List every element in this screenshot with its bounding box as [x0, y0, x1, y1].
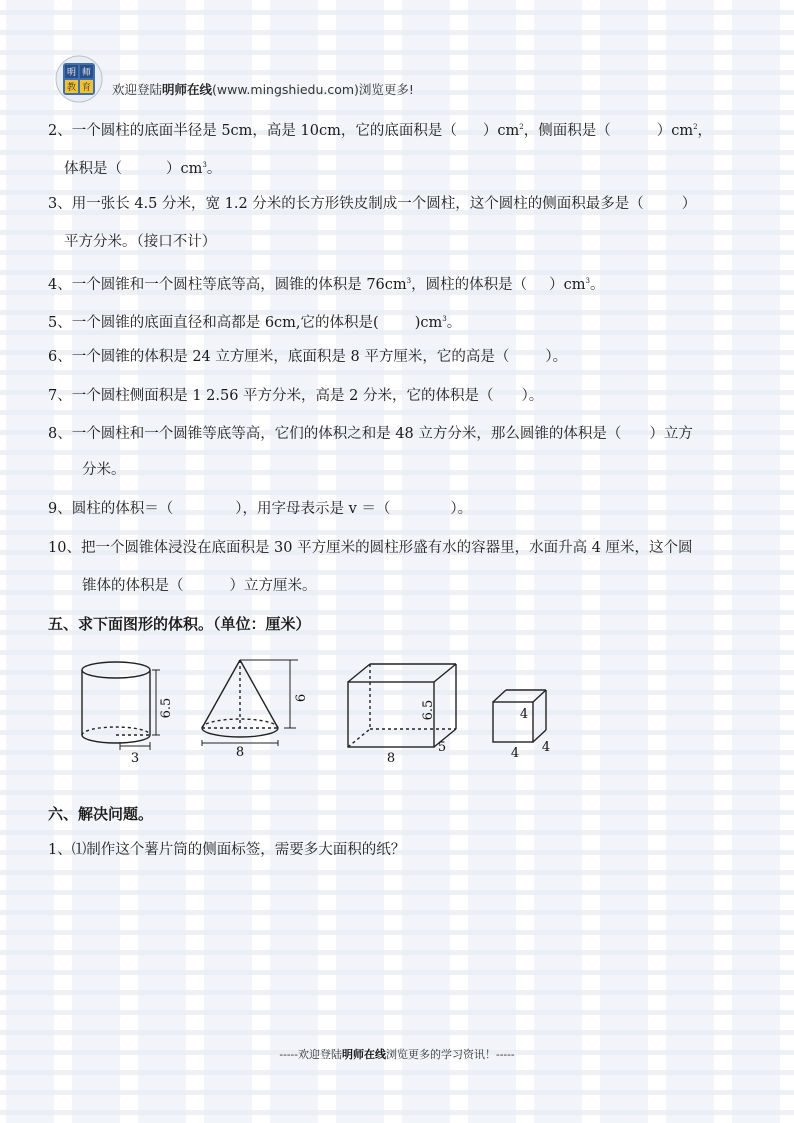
logo-char-3: 教: [66, 83, 77, 93]
q2-text-g: ）cm: [166, 161, 203, 177]
cone-diameter-label: 8: [235, 745, 245, 760]
section-6-title: 六、解决问题。: [48, 805, 154, 823]
question-9: [48, 499, 472, 519]
volume-figures: [78, 650, 568, 770]
header-prefix: 欢迎登陆: [112, 82, 163, 97]
q5-text-c: 。: [446, 315, 462, 331]
q2-sup-1: 2: [519, 123, 524, 131]
logo-char-2: 师: [81, 68, 92, 78]
cube-edge-label-b: 4: [510, 746, 520, 761]
q9-text-b: ），用字母表示是 v ＝（: [235, 501, 391, 517]
q2-sup-3: 3: [202, 161, 207, 169]
q8-text-b: ）立方: [649, 426, 693, 442]
q4-text-d: 。: [589, 277, 605, 293]
q6-text-a: 6、一个圆锥的体积是 24 立方厘米，底面积是 8 平方厘米，它的高是（: [48, 349, 510, 365]
page-footer: [0, 1046, 794, 1062]
footer-brand: 明师在线: [342, 1048, 386, 1061]
footer-prefix: -----欢迎登陆: [279, 1048, 342, 1061]
question-6: [48, 347, 567, 367]
q2-text-b: ）cm: [482, 123, 520, 139]
q5-text-b: )cm: [414, 315, 443, 331]
question-3-line-2: 平方分米。（接口不计）: [64, 234, 217, 250]
footer-suffix: 浏览更多的学习资讯！-----: [386, 1048, 515, 1061]
q4-sup-1: 3: [406, 277, 412, 285]
section-6-question-1: 1、⑴制作这个薯片筒的侧面标签，需要多大面积的纸？: [48, 842, 406, 858]
cylinder-height-label: 6.5: [159, 697, 174, 719]
q10-text-a: 锥体的体积是（: [82, 578, 184, 594]
q5-sup: 3: [442, 315, 447, 323]
q8-text-a: 8、一个圆柱和一个圆锥等底等高，它们的体积之和是 48 立方分米，那么圆锥的体积是（: [48, 426, 622, 442]
q4-text-a: 4、一个圆锥和一个圆柱等底等高，圆锥的体积是 76cm: [48, 277, 407, 293]
header-suffix: 浏览更多!: [358, 82, 414, 97]
question-2-line-1: [48, 117, 712, 141]
q5-text-a: 5、一个圆锥的底面直径和高都是 6cm,它的体积是(: [48, 315, 379, 331]
header-welcome: [112, 80, 414, 98]
header-brand: 明师在线: [162, 82, 213, 97]
q7-text-b: ）。: [521, 388, 544, 404]
q2-text-a: 2、一个圆柱的底面半径是 5cm，高是 10cm，它的底面积是（: [48, 123, 457, 139]
cube-edge-label-a: 4: [519, 707, 529, 722]
q4-text-b: ，圆柱的体积是（: [411, 277, 528, 293]
cube-edge-label-c: 4: [541, 740, 551, 755]
cylinder-radius-label: 3: [130, 751, 140, 766]
cone-figure: [202, 660, 298, 746]
q2-sup-2: 2: [693, 123, 698, 131]
cone-height-label: 6: [294, 693, 309, 703]
q4-sup-2: 3: [585, 277, 590, 285]
logo-char-4: 育: [81, 83, 92, 93]
question-3-line-1: [48, 194, 696, 214]
q2-text-c: ，侧面积是（: [523, 123, 611, 139]
cylinder-figure: [82, 662, 160, 750]
mingshi-logo: [52, 54, 106, 104]
q6-text-b: ）。: [545, 349, 568, 365]
cuboid-height-label: 6.5: [421, 699, 436, 721]
q9-text-c: ）。: [450, 501, 473, 517]
cuboid-width-label: 5: [437, 740, 447, 755]
question-8-line-2: 分米。: [82, 462, 126, 478]
question-4: [48, 271, 604, 295]
question-2-line-2: [64, 155, 221, 179]
question-10-line-2: [82, 576, 317, 596]
logo-char-1: 明: [66, 68, 77, 78]
question-10-line-1: 10、把一个圆锥体浸没在底面积是 30 平方厘米的圆柱形盛有水的容器里，水面升高 4 厘米，这个圆: [48, 540, 693, 556]
question-8-line-1: [48, 424, 693, 444]
q4-text-c: ）cm: [549, 277, 586, 293]
question-7: [48, 386, 543, 406]
cuboid-length-label: 8: [386, 751, 396, 766]
q3-text-b: ）: [681, 196, 697, 212]
q3-text-a: 3、用一张长 4.5 分米，宽 1.2 分米的长方形铁皮制成一个圆柱，这个圆柱的侧面积最多是（: [48, 196, 644, 212]
q2-text-d: ）cm: [656, 123, 694, 139]
q9-text-a: 9、圆柱的体积＝（: [48, 501, 174, 517]
q7-text-a: 7、一个圆柱侧面积是 1 2.56 平方分米，高是 2 分米，它的体积是（: [48, 388, 494, 404]
q2-text-f: 体积是（: [64, 161, 122, 177]
q2-text-e: ，: [697, 123, 713, 139]
cuboid-figure: [348, 664, 456, 747]
header-url[interactable]: (www.mingshiedu.com): [212, 82, 359, 97]
q2-text-h: 。: [206, 161, 222, 177]
section-5-title: 五、求下面图形的体积。（单位：厘米）: [48, 615, 311, 633]
q10-text-b: ）立方厘米。: [229, 578, 317, 594]
question-5: [48, 309, 461, 333]
